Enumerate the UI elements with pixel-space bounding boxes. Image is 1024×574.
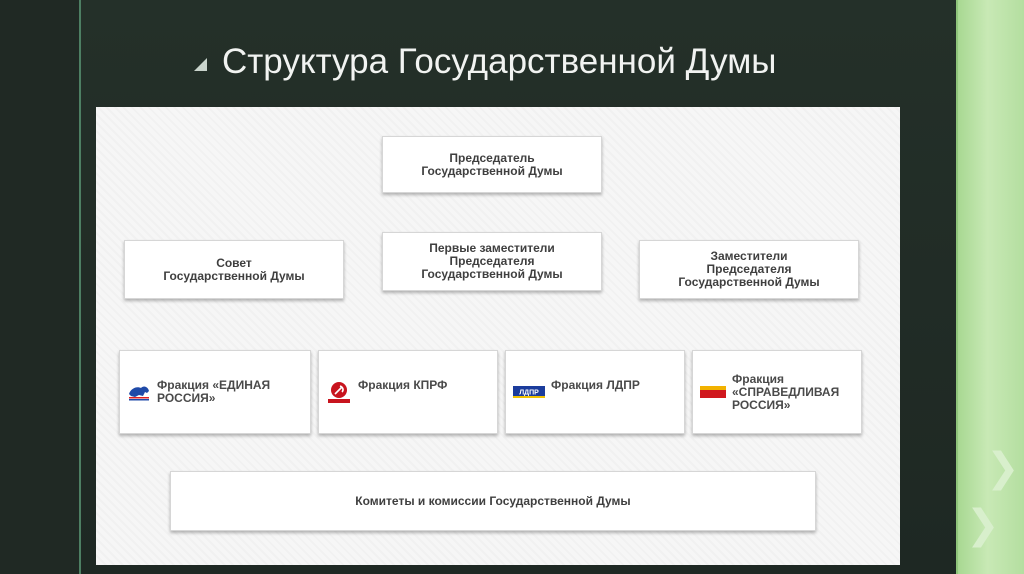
just-russia-logo-icon — [700, 386, 726, 398]
faction-label: Фракция «СПРАВЕДЛИВАЯ РОССИЯ» — [732, 371, 840, 412]
title-bullet-icon — [194, 58, 207, 71]
right-green-strip — [958, 0, 1024, 574]
duma-structure-diagram — [96, 107, 900, 565]
slide-title: Структура Государственной Думы — [222, 42, 777, 81]
faction-label: Фракция ЛДПР — [551, 377, 640, 392]
chevron-decoration-icon: ❯ — [966, 502, 1000, 548]
ldpr-logo-icon — [513, 386, 545, 398]
kprf-logo-icon — [326, 381, 352, 403]
faction-label: Фракция КПРФ — [358, 377, 448, 392]
chairman-box: Председатель Государственной Думы — [382, 136, 602, 193]
deputies-box: Заместители Председателя Государственной Думы — [639, 240, 859, 299]
faction-united-russia-box — [119, 350, 311, 434]
chevron-decoration-icon: ❯ — [986, 445, 1020, 491]
first-deputies-box: Первые заместители Председателя Государственной Думы — [382, 232, 602, 291]
svg-text:ЛДПР: ЛДПР — [519, 389, 539, 397]
united-russia-bear-logo-icon — [127, 382, 151, 402]
faction-just-russia-box — [692, 350, 862, 434]
committees-box: Комитеты и комиссии Государственной Думы — [170, 471, 816, 531]
faction-label: Фракция «ЕДИНАЯ РОССИЯ» — [157, 378, 271, 405]
faction-kprf-box — [318, 350, 498, 434]
left-dark-strip — [0, 0, 80, 574]
faction-ldpr-box — [505, 350, 685, 434]
council-box: Совет Государственной Думы — [124, 240, 344, 299]
